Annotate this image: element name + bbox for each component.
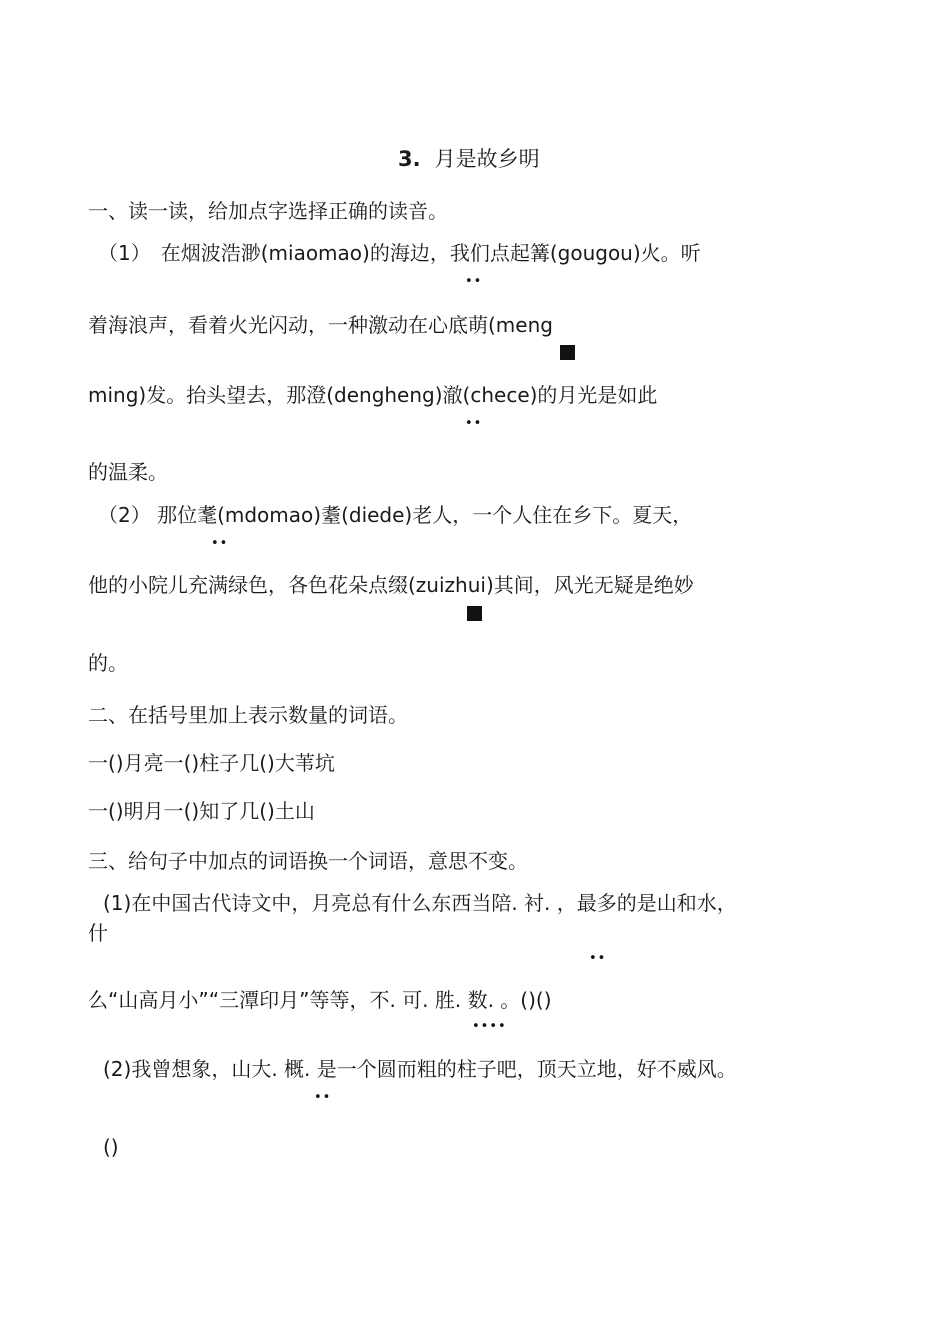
s1-q1-line2: 着海浪声，看着火光闪动，一种激动在心底萌(meng xyxy=(88,313,553,337)
emphasis-dots: •• xyxy=(465,274,483,289)
s1-q2-line3: 的。 xyxy=(88,651,128,675)
lesson-number: 3. xyxy=(398,147,421,171)
s3-q1-line1b: 什 xyxy=(88,921,108,945)
emphasis-dots: •• xyxy=(211,536,229,551)
lesson-title xyxy=(398,147,540,171)
emphasis-dots: •• xyxy=(589,951,607,966)
section3-heading: 三、给句子中加点的词语换一个词语，意思不变。 xyxy=(88,849,528,873)
s2-row2: 一()明月一()知了几()土山 xyxy=(88,799,315,823)
s1-q2-line2: 他的小院儿充满绿色，各色花朵点缀(zuizhui)其间，风光无疑是绝妙 xyxy=(88,573,694,597)
s2-row1: 一()月亮一()柱子几()大苇坑 xyxy=(88,751,335,775)
s3-q2-line2: () xyxy=(103,1135,119,1159)
s3-q2-line1: (2)我曾想象，山大. 概. 是一个圆而粗的柱子吧，顶天立地，好不威风。 xyxy=(103,1057,737,1081)
emphasis-dots: •• xyxy=(314,1090,332,1105)
s3-q1-line1: (1)在中国古代诗文中，月亮总有什么东西当陪. 衬. ，最多的是山和水， xyxy=(103,891,737,915)
s3-q1-line2: 么“山高月小”“三潭印月”等等，不. 可. 胜. 数. 。()() xyxy=(88,988,552,1012)
emphasis-dots: •• xyxy=(465,416,483,431)
s1-q1-line1: （1） 在烟波浩渺(miaomao)的海边，我们点起篝(gougou)火。听 xyxy=(98,241,701,265)
emphasis-dots: •••• xyxy=(472,1019,507,1034)
emphasis-square-mark xyxy=(560,345,575,360)
emphasis-square-mark xyxy=(467,606,482,621)
section2-heading: 二、在括号里加上表示数量的词语。 xyxy=(88,703,408,727)
s1-q1-line4: 的温柔。 xyxy=(88,460,168,484)
lesson-name: 月是故乡明 xyxy=(434,147,540,171)
s1-q2-line1: （2） 那位耄(mdomao)耋(diede)老人，一个人住在乡下。夏天， xyxy=(98,503,693,527)
s1-q1-line3: ming)发。抬头望去，那澄(dengheng)澈(chece)的月光是如此 xyxy=(88,383,658,407)
section1-heading: 一、读一读，给加点字选择正确的读音。 xyxy=(88,199,448,223)
